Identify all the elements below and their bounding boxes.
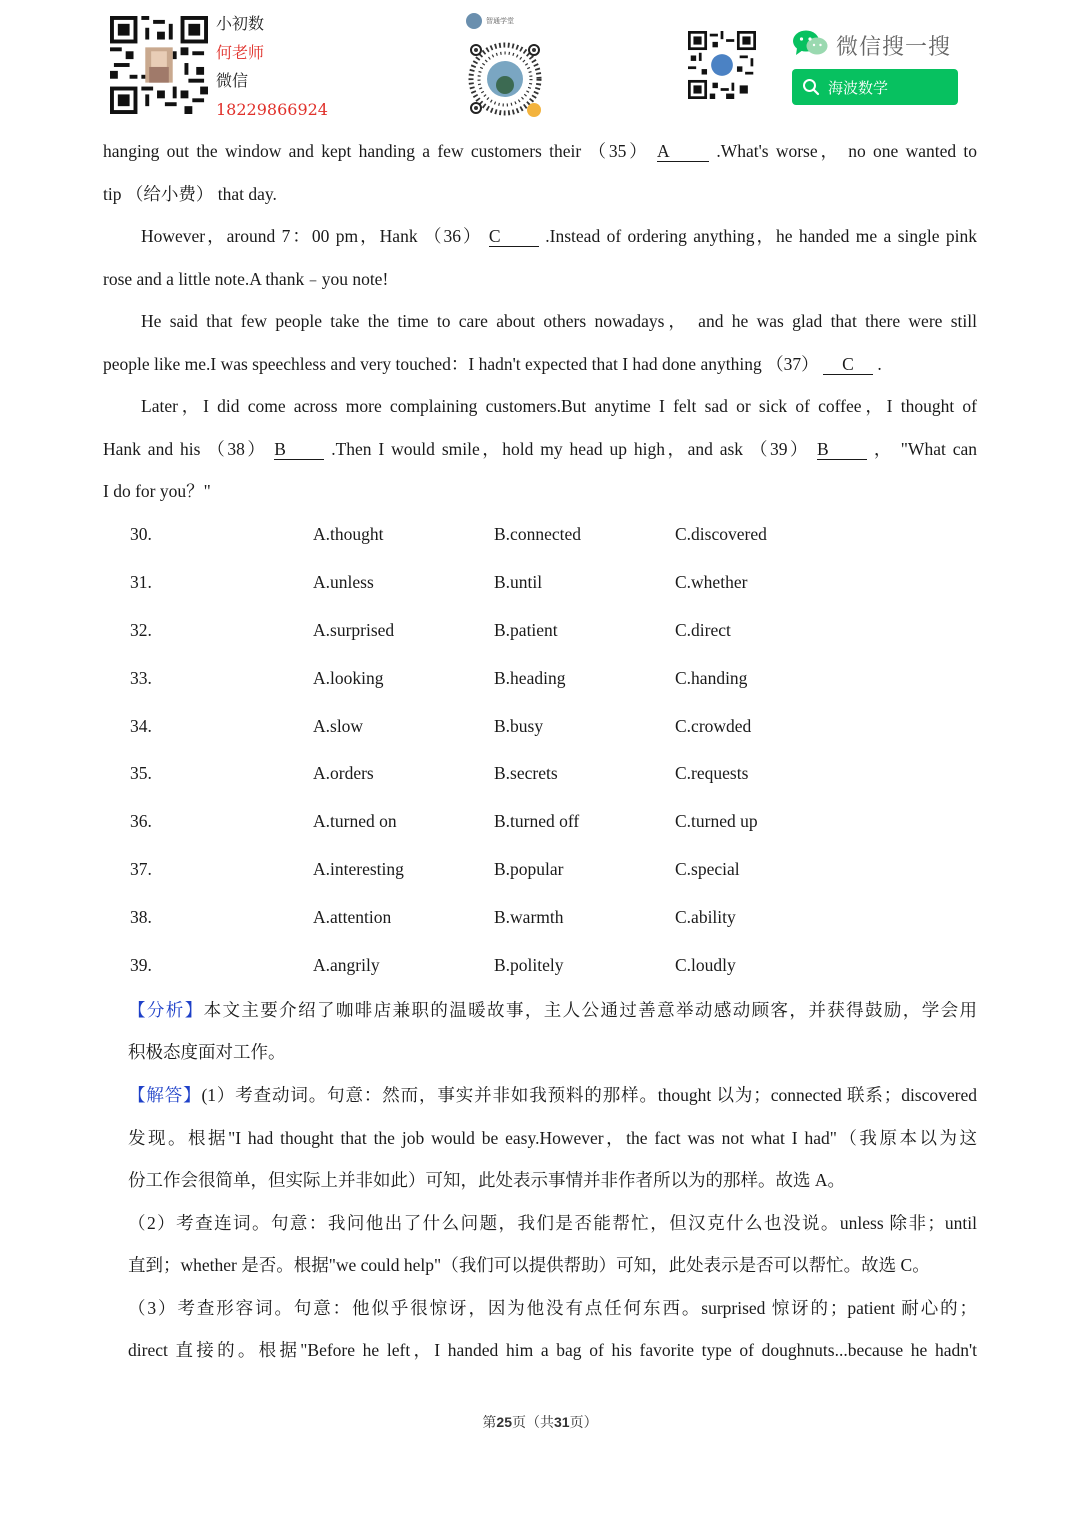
question-number: 37. <box>130 859 152 880</box>
page-header <box>0 0 1080 130</box>
question-number: 39. <box>130 955 152 976</box>
option-row <box>130 894 930 942</box>
option-b: B.turned off <box>494 811 580 832</box>
passage-text: people like me.I was speechless and very touched：I hadn't expected that I had done anything （37） <box>103 353 819 374</box>
option-row <box>130 511 930 559</box>
solution-line: （3）考查形容词。句意：他似乎很惊讶，因为他没有点任何东西。surprised 惊讶的；patient 耐心的； <box>128 1297 977 1318</box>
option-c: C.crowded <box>675 715 752 736</box>
option-a: A.attention <box>313 907 392 928</box>
option-row <box>130 559 930 607</box>
passage-text: hanging out the window and kept handing a few customers their （35） <box>103 141 650 161</box>
passage-line: Later，I did come across more complaining customers.But anytime I felt sad or sick of coffee，I thought of <box>141 396 977 416</box>
footer-text: 页（共 <box>512 1415 554 1431</box>
question-number: 31. <box>130 571 152 592</box>
passage-line <box>103 130 977 173</box>
mini-program-code <box>464 38 546 120</box>
qr-code-left <box>110 16 208 114</box>
option-b: B.heading <box>494 667 566 688</box>
option-row <box>130 942 930 990</box>
reading-passage <box>103 130 977 513</box>
option-c: C.ability <box>675 907 736 928</box>
solution-line: 发现。根据"I had thought that the job would be easy.However，the fact was not what I had"（我原本以为这 <box>128 1127 977 1148</box>
option-c: C.special <box>675 859 740 880</box>
option-row <box>130 607 930 655</box>
option-b: B.popular <box>494 859 564 880</box>
passage-line <box>103 428 977 471</box>
solution-tag: 【解答】 <box>128 1086 202 1106</box>
question-number: 34. <box>130 715 152 736</box>
mini-logo-text: 智通学堂 <box>486 17 514 26</box>
logo-icon <box>466 13 482 29</box>
question-number: 35. <box>130 763 152 784</box>
passage-line: He said that few people take the time to care about others nowadays， and he was glad that there were still <box>141 311 977 331</box>
mini-program-logo <box>466 12 514 30</box>
passage-text: ， "What can <box>873 438 978 459</box>
option-row <box>130 846 930 894</box>
qr-code-right <box>688 31 756 99</box>
handwriting-line: 小初数 <box>216 14 265 33</box>
option-b: B.busy <box>494 715 544 736</box>
option-row <box>130 750 930 798</box>
analysis-text: 本文主要介绍了咖啡店兼职的温暖故事，主人公通过善意举动感动顾客，并获得鼓励，学会用 <box>203 1001 977 1021</box>
handwriting-phone: 18229866924 <box>216 99 328 119</box>
option-c: C.handing <box>675 667 748 688</box>
total-page-count: 31 <box>554 1414 570 1430</box>
answer-blank-38: B <box>274 439 324 460</box>
option-b: B.warmth <box>494 907 564 928</box>
option-a: A.thought <box>313 524 384 544</box>
passage-line <box>103 343 977 386</box>
question-number: 30. <box>130 524 152 544</box>
footer-text: 页） <box>569 1415 598 1431</box>
answer-blank-35: A <box>657 141 709 162</box>
passage-line <box>103 215 977 258</box>
wechat-search-widget <box>792 28 962 105</box>
option-a: A.surprised <box>313 619 395 640</box>
current-page-number: 25 <box>496 1414 512 1430</box>
passage-text: However，around 7：00 pm，Hank （36） <box>141 226 483 246</box>
option-b: B.patient <box>494 619 558 640</box>
option-b: B.until <box>494 571 543 592</box>
option-a: A.orders <box>313 763 374 784</box>
option-a: A.turned on <box>313 811 397 832</box>
option-c: C.whether <box>675 571 748 592</box>
search-icon <box>802 78 820 96</box>
page-number-footer <box>0 1412 1080 1432</box>
wechat-search-title: 微信搜一搜 <box>836 34 952 60</box>
option-a: A.slow <box>313 715 364 736</box>
passage-text: .Instead of ordering anything，he handed me a single pink <box>545 226 977 246</box>
question-number: 32. <box>130 619 152 640</box>
option-c: C.direct <box>675 619 731 640</box>
option-c: C.requests <box>675 763 749 784</box>
handwriting-line: 微信 <box>216 71 249 90</box>
option-row <box>130 655 930 703</box>
question-number: 36. <box>130 811 152 832</box>
teacher-contact-handwriting <box>216 10 336 124</box>
footer-text: 第 <box>482 1415 497 1431</box>
answer-blank-37: C <box>823 354 873 375</box>
option-c: C.discovered <box>675 524 767 544</box>
option-row <box>130 703 930 751</box>
passage-text: .What's worse， no one wanted to <box>716 141 978 161</box>
answer-blank-39: B <box>817 439 867 460</box>
solution-line: （2）考查连词。句意：我问他出了什么问题，我们是否能帮忙，但汉克什么也没说。unless 除非；until <box>128 1212 977 1233</box>
passage-text: .Then I would smile，hold my head up high，and ask （39） <box>331 438 811 459</box>
answer-blank-36: C <box>489 226 539 247</box>
option-c: C.turned up <box>675 811 758 832</box>
solution-line: direct 直接的。根据"Before he left，I handed him a bag of his favorite type of doughnuts...because he hadn't <box>128 1340 977 1360</box>
analysis-tag: 【分析】 <box>128 1001 204 1021</box>
wechat-search-query: 海波数学 <box>828 78 889 97</box>
option-a: A.angrily <box>313 955 380 976</box>
option-b: B.secrets <box>494 763 558 784</box>
answer-options-table <box>130 511 930 990</box>
option-a: A.unless <box>313 571 374 592</box>
question-number: 33. <box>130 667 152 688</box>
answer-analysis <box>128 989 977 1372</box>
option-b: B.politely <box>494 955 564 976</box>
option-row <box>130 798 930 846</box>
option-c: C.loudly <box>675 955 736 976</box>
passage-text: Hank and his （38） <box>103 438 268 459</box>
analysis-line: 积极态度面对工作。 <box>128 1042 286 1063</box>
analysis-line <box>128 989 977 1032</box>
solution-line <box>128 1074 977 1117</box>
handwriting-line: 何老师 <box>216 42 265 62</box>
solution-text: (1）考查动词。句意：然而，事实并非如我预料的那样。thought 以为；connected 联系；discovered <box>201 1085 977 1105</box>
passage-line: rose and a little note.A thank﹣you note! <box>103 268 389 289</box>
passage-text: . <box>877 353 882 374</box>
solution-line: 份工作会很简单，但实际上并非如此）可知，此处表示事情并非作者所以为的那样。故选 A。 <box>128 1170 846 1190</box>
question-number: 38. <box>130 907 152 928</box>
option-a: A.looking <box>313 667 384 688</box>
passage-line: tip （给小费） that day. <box>103 183 277 204</box>
option-b: B.connected <box>494 524 581 544</box>
wechat-icon <box>792 29 828 62</box>
option-a: A.interesting <box>313 859 404 880</box>
solution-line: 直到；whether 是否。根据"we could help"（我们可以提供帮助）可知，此处表示是否可以帮忙。故选 C。 <box>128 1255 930 1275</box>
passage-line: I do for you？" <box>103 481 211 501</box>
wechat-search-button[interactable] <box>792 69 958 105</box>
